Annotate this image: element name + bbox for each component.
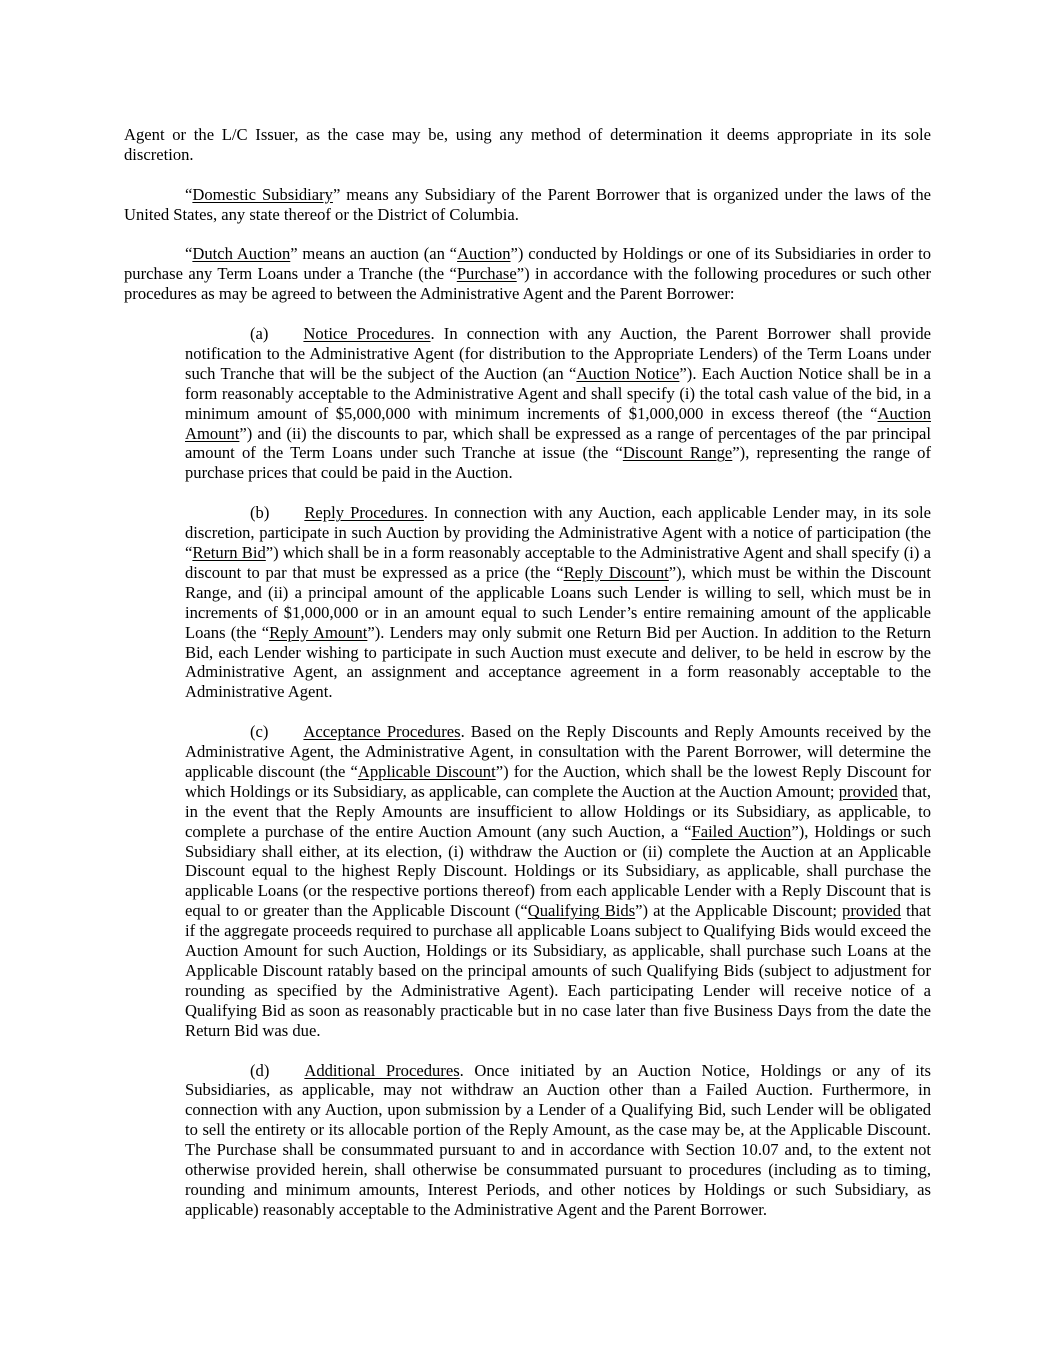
defined-term: Auction [457, 244, 511, 264]
subsection-label: (b) [250, 503, 270, 523]
defined-term: Auction Amount [185, 403, 931, 443]
subsection-d [185, 1061, 931, 1220]
text-run: . In connection with any Auction, the Parent Borrower shall provide notification to the Administrative Agent (for distribution to the Appropriate Lenders) of the Term Loans under such Tranche that will be the subject of the Auction (an “ [185, 324, 931, 383]
text-run: that if the aggregate proceeds required to purchase all applicable Loans subject to Qualifying Bids would exceed the Auction Amount for such Auction, Holdings or its Subsidiary, as applicable, shall purchase such Loans at the Applicable Discount ratably based on the principal amounts of such Qualifying Bids (subject to adjustment for rounding as specified by the Administrative Agent). Each participating Lender will receive notice of a Qualifying Bid as soon as reasonably practicable but in no case later than five Business Days from the date the Return Bid was due. [185, 901, 931, 1040]
subsection-b [185, 503, 931, 702]
text-run: ”), representing the range of purchase prices that could be paid in the Auction. [185, 443, 931, 483]
defined-term: Qualifying Bids [527, 901, 636, 921]
text-run: ”) which shall be in a form reasonably acceptable to the Administrative Agent and shall specify (i) a discount to par that must be expressed as a price (the “ [185, 542, 931, 582]
defined-term: provided [838, 781, 898, 801]
defined-term: Reply Discount [563, 562, 669, 582]
defined-term: Dutch Auction [192, 244, 291, 264]
defined-term: Applicable Discount [357, 761, 496, 781]
text-run: ”) at the Applicable Discount; [635, 901, 843, 921]
text-run: that, in the event that the Reply Amounts are insufficient to allow Holdings or its Subsidiary, as applicable, to complete a purchase of the entire Auction Amount (any such Auction, a “ [185, 781, 931, 841]
text-run: ” means an auction (an “ [290, 244, 458, 264]
defined-term: Domestic Subsidiary [192, 184, 333, 204]
text-run: ”), Holdings or such Subsidiary shall either, at its election, (i) withdraw the Auction or (ii) complete the Auction at an Applicable Discount equal to the highest Reply Discount. Holdings or its Subsidiary, as applicable, shall purchase the applicable Loans (or the respective portions thereof) from each applicable Lender with a Reply Discount that is equal to or greater than the Applicable Discount (“ [185, 821, 931, 921]
defined-term: Return Bid [192, 542, 266, 562]
subsection-a [185, 324, 931, 483]
defined-term: Failed Auction [691, 821, 792, 841]
subsection-label: (c) [250, 722, 269, 742]
text-run: ”) and (ii) the discounts to par, which shall be expressed as a range of percentages of the par principal amount of the Term Loans under such Tranche at issue (the “ [185, 423, 931, 463]
text-run: “ [185, 244, 193, 264]
subsection-heading: Notice Procedures [303, 324, 431, 344]
subsection-label: (a) [250, 324, 269, 344]
text-run: ”) conducted by Holdings or one of its Subsidiaries in order to purchase any Term Loans under a Tranche (the “ [124, 244, 931, 284]
paragraph-continuation [124, 125, 931, 165]
subsection-heading: Additional Procedures [304, 1060, 460, 1080]
definition-domestic-subsidiary [124, 185, 931, 225]
defined-term: Auction Notice [576, 363, 680, 383]
text-run: ”), which must be within the Discount Range, and (ii) a principal amount of the applicable Loans such Lender is willing to sell, which must be in increments of $1,000,000 or in an amount equal to such Lender’s entire remaining amount of the applicable Loans (the “ [185, 562, 931, 642]
text-run: Agent or the L/C Issuer, as the case may be, using any method of determination it deems appropriate in its sole discretion. [124, 125, 931, 164]
text-run: “ [185, 184, 193, 204]
definition-dutch-auction [124, 244, 931, 304]
text-run: . Based on the Reply Discounts and Reply Amounts received by the Administrative Agent, the Administrative Agent, in consultation with the Parent Borrower, will determine the applicable discount (the “ [185, 722, 931, 781]
subsection-heading: Acceptance Procedures [303, 722, 461, 742]
subsection-c [185, 722, 931, 1041]
defined-term: Reply Amount [269, 622, 368, 642]
text-run: ”) in accordance with the following procedures or such other procedures as may be agreed to between the Administrative Agent and the Parent Borrower: [124, 264, 932, 304]
subsection-heading: Reply Procedures [304, 503, 424, 523]
text-run: ”). Each Auction Notice shall be in a form reasonably acceptable to the Administrative Agent and shall specify (i) the total cash value of the bid, in a minimum amount of $5,000,000 with minimum increments of $1,000,000 in excess thereof (the “ [185, 363, 932, 423]
text-run: . In connection with any Auction, each applicable Lender may, in its sole discretion, participate in such Auction by providing the Administrative Agent with a notice of participation (the “ [185, 503, 931, 562]
defined-term: provided [842, 901, 902, 921]
text-run: . Once initiated by an Auction Notice, Holdings or any of its Subsidiaries, as applicable, may not withdraw an Auction other than a Failed Auction. Furthermore, in connection with any Auction, upon submission by a Lender of a Qualifying Bid, such Lender will be obligated to sell the entirety or its allocable portion of the Reply Amount, as the case may be, at the Applicable Discount. The Purchase shall be consummated pursuant to and in accordance with Section 10.07 and, to the extent not otherwise provided herein, shall otherwise be consummated pursuant to procedures (including as to timing, rounding and minimum amounts, Interest Periods, and other notices by Holdings or such Subsidiary, as applicable) reasonably acceptable to the Administrative Agent and the Parent Borrower. [185, 1060, 931, 1219]
subsection-label: (d) [250, 1060, 270, 1080]
text-run: ” means any Subsidiary of the Parent Borrower that is organized under the laws of the United States, any state thereof or the District of Columbia. [124, 184, 931, 224]
defined-term: Purchase [456, 264, 517, 284]
defined-term: Discount Range [622, 443, 733, 463]
text-run: ”). Lenders may only submit one Return Bid per Auction. In addition to the Return Bid, each Lender wishing to participate in such Auction must execute and deliver, to be held in escrow by the Administrative Agent, an assignment and acceptance agreement in a form reasonably acceptable to the Administrative Agent. [185, 622, 932, 702]
text-run: ”) for the Auction, which shall be the lowest Reply Discount for which Holdings or its Subsidiary, as applicable, can complete the Auction at the Auction Amount; [185, 761, 932, 801]
